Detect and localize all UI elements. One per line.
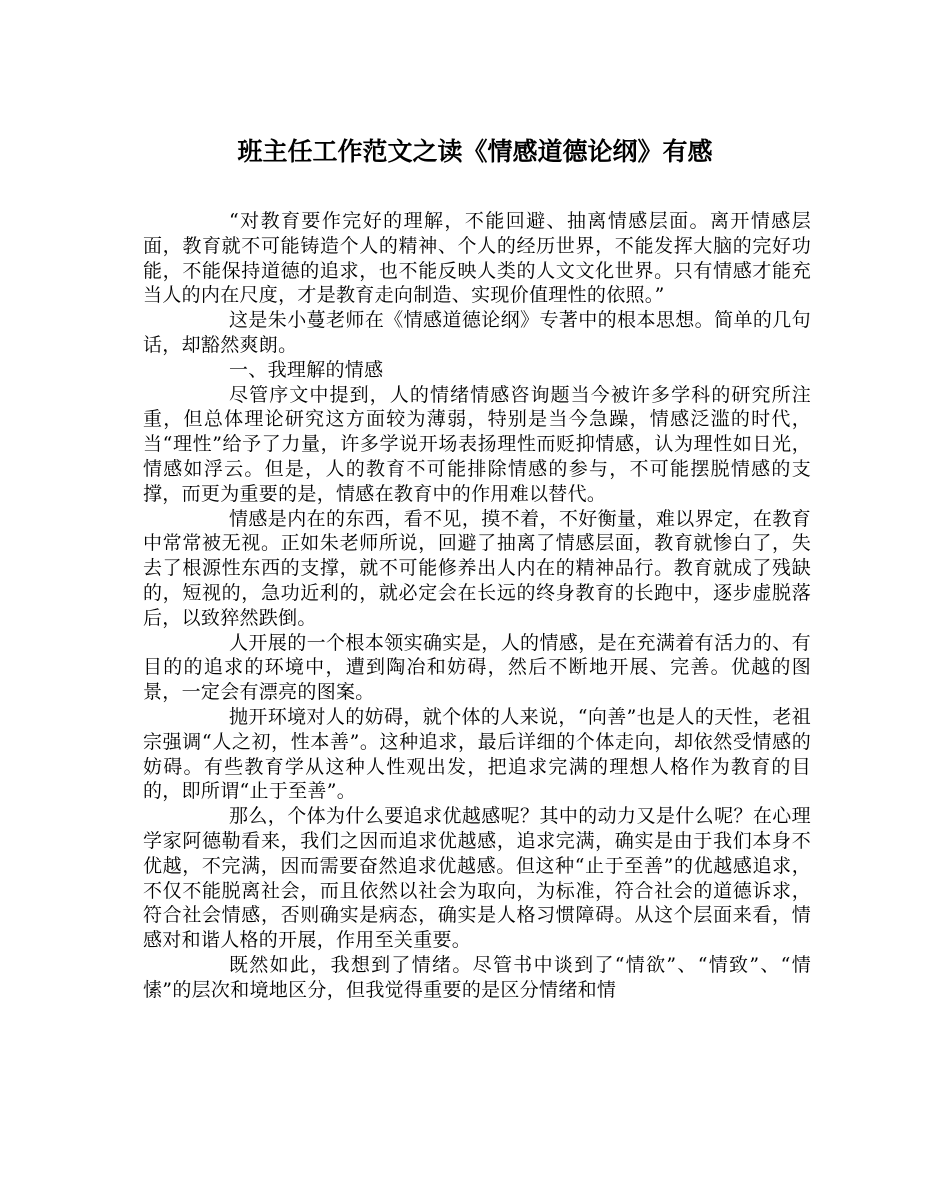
paragraph: 情感是内在的东西，看不见，摸不着，不好衡量，难以界定，在教育中常常被无视。正如朱老师所说，回避了抽离了情感层面，教育就惨白了，失去了根源性东西的支撑，就不可能修养出人内在的精神品行。教育就成了残缺的，短视的，急功近利的，就必定会在长远的终身教育的长跑中，逐步虚脱落后，以致猝然跌倒。 [143, 507, 811, 629]
document-body [143, 209, 811, 1003]
paragraph: 既然如此，我想到了情绪。尽管书中谈到了“情欲”、“情致”、“情愫”的层次和境地区分，但我觉得重要的是区分情绪和情 [143, 953, 811, 1001]
document-title: 班主任工作范文之读《情感道德论纲》有感 [237, 137, 713, 166]
paragraph: 尽管序文中提到，人的情绪情感咨询题当今被许多学科的研究所注重，但总体理论研究这方面较为薄弱，特别是当今急躁，情感泛滥的时代，当“理性”给予了力量，许多学说开场表扬理性而贬抑情感，认为理性如日光，情感如浮云。但是，人的教育不可能排除情感的参与，不可能摆脱情感的支撑，而更为重要的是，情感在教育中的作用难以替代。 [143, 383, 811, 505]
paragraph-intro: 这是朱小蔓老师在《情感道德论纲》专著中的根本思想。简单的几句话，却豁然爽朗。 [143, 309, 811, 356]
paragraph-quote: “对教育要作完好的理解，不能回避、抽离情感层面。离开情感层面，教育就不可能铸造个人的精神、个人的经历世界，不能发挥大脑的完好功能，不能保持道德的追求，也不能反映人类的人文文化世界。只有情感才能充当人的内在尺度，才是教育走向制造、实现价值理性的依照。” [143, 210, 811, 307]
paragraph: 抛开环境对人的妨碍，就个体的人来说，“向善”也是人的天性，老祖宗强调“人之初，性本善”。这种追求，最后详细的个体走向，却依然受情感的妨碍。有些教育学从这种人性观出发，把追求完满的理想人格作为教育的目的，即所谓“止于至善”。 [143, 705, 811, 803]
paragraph: 人开展的一个根本领实确实是，人的情感，是在充满着有活力的、有目的的追求的环境中，遭到陶冶和妨碍，然后不断地开展、完善。优越的图景，一定会有漂亮的图案。 [143, 631, 811, 704]
section-heading: 一、我理解的情感 [229, 358, 384, 381]
paragraph: 那么，个体为什么要追求优越感呢？其中的动力又是什么呢？在心理学家阿德勒看来，我们之因而追求优越感，追求完满，确实是由于我们本身不优越，不完满，因而需要奋然追求优越感。但这种“止于至善”的优越感追求，不仅不能脱离社会，而且依然以社会为取向，为标准，符合社会的道德诉求，符合社会情感，否则确实是病态，确实是人格习惯障碍。从这个层面来看，情感对和谐人格的开展，作用至关重要。 [143, 805, 811, 952]
